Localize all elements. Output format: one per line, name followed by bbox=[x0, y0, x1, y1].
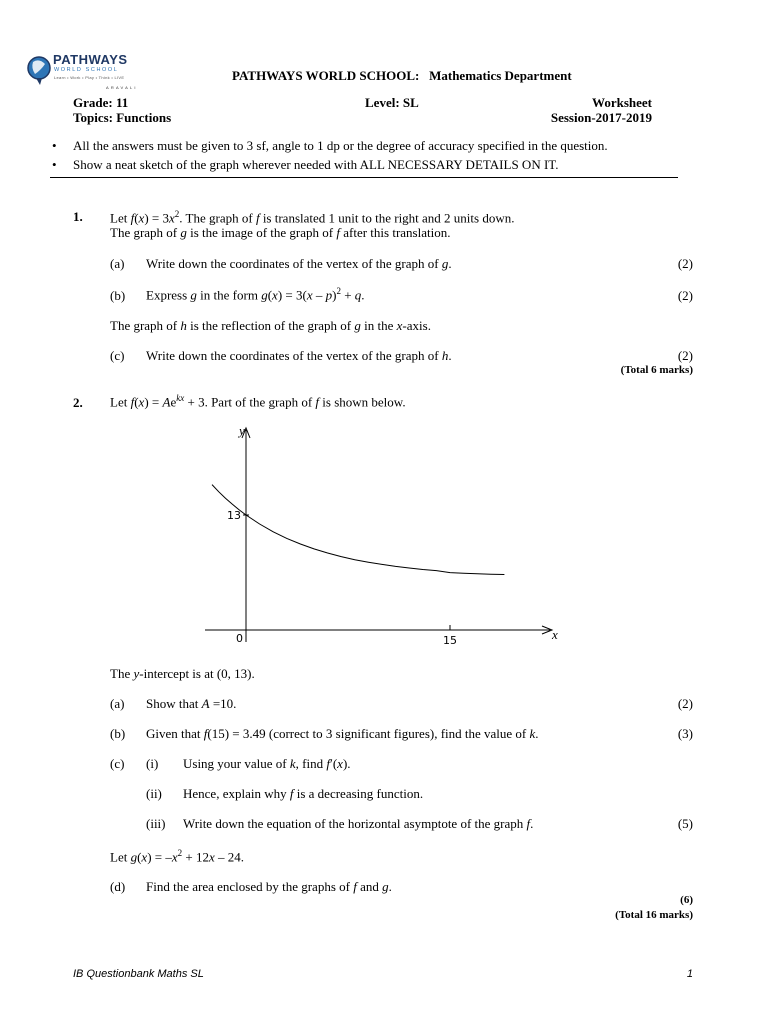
q1-intro-line2: The graph of g is the image of the graph of f after this translation. bbox=[110, 225, 451, 240]
q1-reflection: The graph of h is the reflection of the graph of g in the x-axis. bbox=[110, 318, 431, 333]
q2d-marks: (6) bbox=[680, 894, 693, 906]
footer-source: IB Questionbank Maths SL bbox=[73, 968, 204, 980]
q1a-label: (a) bbox=[110, 256, 125, 271]
page-number: 1 bbox=[686, 968, 693, 980]
q2b-label: (b) bbox=[110, 726, 126, 741]
grade-label: Grade: 11 bbox=[73, 95, 129, 110]
school-logo bbox=[26, 52, 138, 96]
q1a-marks: (2) bbox=[677, 256, 693, 271]
school-title: PATHWAYS WORLD SCHOOL: Mathematics Department bbox=[232, 68, 572, 83]
level-label: Level: SL bbox=[365, 95, 419, 110]
q1b-text: Express g in the form g(x) = 3(x – p)$^2$ + q. bbox=[146, 286, 365, 303]
session-label: Session-2017-2019 bbox=[550, 110, 652, 125]
topics-label: Topics: Functions bbox=[73, 110, 172, 125]
header-divider bbox=[50, 177, 678, 178]
instruction-item: Show a neat sketch of the graph wherever needed with ALL NECESSARY DETAILS ON IT. bbox=[73, 157, 559, 172]
logo-tagline: Learn • Work • Play • Think • LIVE bbox=[54, 75, 125, 80]
q1-number: 1. bbox=[73, 209, 83, 224]
bullet-icon: • bbox=[52, 138, 57, 153]
q2cii-text: Hence, explain why f is a decreasing function. bbox=[183, 786, 424, 801]
q1b-label: (b) bbox=[110, 288, 126, 303]
logo-location: ARAVALI bbox=[106, 85, 138, 90]
x-tick-label-0: 0 bbox=[236, 632, 243, 645]
q2b-text: Given that f(15) = 3.49 (correct to 3 significant figures), find the value of k. bbox=[146, 726, 539, 741]
function-graph bbox=[190, 420, 570, 650]
globe-icon bbox=[26, 54, 52, 86]
q2ci-text: Using your value of k, find f′(x). bbox=[183, 756, 351, 771]
q2d-label: (d) bbox=[110, 879, 126, 894]
graph-axes bbox=[205, 428, 552, 642]
logo-subtitle: WORLD SCHOOL bbox=[54, 67, 119, 73]
q1c-label: (c) bbox=[110, 348, 125, 363]
logo-name: PATHWAYS bbox=[53, 52, 128, 67]
q1-total: (Total 6 marks) bbox=[620, 364, 693, 376]
q2ci-label: (i) bbox=[146, 756, 159, 771]
q1c-marks: (2) bbox=[677, 348, 693, 363]
q2d-text: Find the area enclosed by the graphs of f and g. bbox=[146, 879, 392, 894]
q2a-text: Show that A =10. bbox=[146, 696, 237, 711]
q2-number: 2. bbox=[73, 395, 83, 410]
q1-intro: Let $f(x) = 3x^2$. The graph of f is translated 1 unit to the right and 2 units down. bbox=[110, 209, 515, 226]
worksheet-label: Worksheet bbox=[592, 95, 652, 110]
q2b-marks: (3) bbox=[677, 726, 693, 741]
x-tick-label-15: 15 bbox=[443, 634, 457, 647]
q2c-marks: (5) bbox=[677, 816, 693, 831]
q2-intercept: The y-intercept is at (0, 13). bbox=[110, 666, 255, 681]
q2a-label: (a) bbox=[110, 696, 125, 711]
q1c-text: Write down the coordinates of the vertex of the graph of h. bbox=[146, 348, 452, 363]
q2cii-label: (ii) bbox=[146, 786, 162, 801]
instruction-item: All the answers must be given to 3 sf, angle to 1 dp or the degree of accuracy specified in the question. bbox=[73, 138, 608, 153]
q2c-label: (c) bbox=[110, 756, 125, 771]
bullet-icon: • bbox=[52, 157, 57, 172]
department-name: Mathematics Department bbox=[429, 68, 572, 83]
q2ciii-label: (iii) bbox=[146, 816, 166, 831]
q2-total: (Total 16 marks) bbox=[615, 909, 693, 921]
q2-g-definition: Let $g(x) = -x^2 + 12x - 24$. bbox=[110, 848, 245, 865]
q2-intro: Let $f(x) = Ae^{kx} + 3$. Part of the graph of f is shown below. bbox=[110, 393, 406, 410]
q1a-text: Write down the coordinates of the vertex of the graph of g. bbox=[146, 256, 452, 271]
q1b-marks: (2) bbox=[677, 288, 693, 303]
q2a-marks: (2) bbox=[677, 696, 693, 711]
y-tick-label-13: 13 bbox=[227, 509, 241, 522]
x-axis-label: x bbox=[552, 627, 558, 642]
y-axis-label: y bbox=[239, 423, 245, 438]
q2ciii-text: Write down the equation of the horizontal asymptote of the graph f. bbox=[183, 816, 534, 831]
curve-f bbox=[212, 485, 504, 575]
